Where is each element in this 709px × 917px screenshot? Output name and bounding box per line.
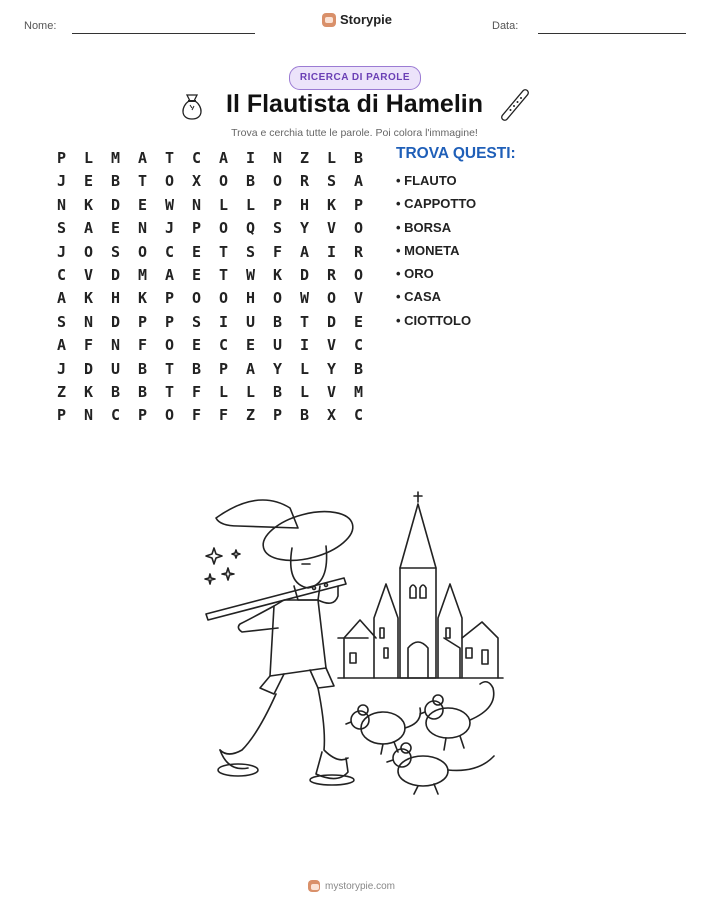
grid-cell: N: [272, 149, 283, 167]
grid-cell: P: [56, 149, 67, 167]
grid-cell: T: [137, 172, 148, 191]
grid-cell: W: [164, 195, 175, 214]
grid-cell: E: [110, 219, 121, 238]
grid-cell: Z: [245, 406, 256, 425]
grid-cell: O: [191, 289, 202, 308]
grid-cell: T: [164, 382, 175, 401]
grid-cell: I: [218, 312, 229, 331]
date-line: [538, 33, 686, 34]
grid-cell: L: [218, 195, 229, 214]
grid-cell: V: [83, 265, 94, 284]
grid-cell: C: [110, 406, 121, 425]
grid-cell: E: [137, 195, 148, 214]
grid-cell: V: [326, 336, 337, 355]
word-list-item: • CASA: [396, 289, 441, 305]
grid-cell: H: [245, 289, 256, 308]
word-list-item: • ORO: [396, 266, 434, 282]
grid-cell: E: [191, 265, 202, 284]
grid-cell: F: [83, 336, 94, 355]
grid-cell: J: [56, 359, 67, 378]
grid-cell: B: [137, 382, 148, 401]
grid-cell: P: [218, 359, 229, 378]
grid-cell: E: [353, 312, 364, 331]
grid-cell: K: [137, 289, 148, 308]
grid-cell: O: [272, 289, 283, 308]
grid-cell: E: [245, 336, 256, 355]
grid-cell: J: [56, 172, 67, 191]
grid-cell: O: [164, 336, 175, 355]
footer-url: mystorypie.com: [325, 880, 396, 892]
grid-cell: T: [299, 312, 310, 331]
grid-cell: S: [56, 219, 67, 238]
grid-cell: P: [164, 289, 175, 308]
grid-cell: T: [218, 242, 229, 261]
grid-cell: B: [137, 359, 148, 378]
grid-cell: U: [110, 359, 121, 378]
grid-cell: L: [245, 195, 256, 214]
word-list-item: • CAPPOTTO: [396, 196, 477, 212]
word-list-item: • MONETA: [396, 242, 460, 258]
grid-cell: P: [164, 312, 175, 331]
piper-drawing: [206, 500, 358, 785]
grid-cell: H: [110, 289, 121, 308]
grid-cell: C: [164, 242, 175, 261]
grid-cell: O: [218, 289, 229, 308]
grid-cell: I: [326, 242, 337, 261]
grid-cell: E: [83, 172, 94, 191]
grid-cell: B: [272, 382, 283, 401]
grid-cell: A: [137, 149, 148, 167]
grid-cell: A: [56, 289, 67, 308]
grid-cell: O: [137, 242, 148, 261]
grid-cell: S: [272, 219, 283, 238]
grid-cell: R: [353, 242, 364, 261]
grid-cell: J: [164, 219, 175, 238]
grid-cell: M: [353, 382, 364, 401]
grid-cell: K: [83, 195, 94, 214]
grid-cell: Y: [326, 359, 337, 378]
grid-cell: S: [245, 242, 256, 261]
grid-cell: V: [326, 219, 337, 238]
instructions: Trova e cerchia tutte le parole. Poi colora l'immagine!: [231, 127, 478, 139]
grid-cell: X: [326, 406, 337, 425]
grid-cell: C: [56, 265, 67, 284]
grid-cell: U: [272, 336, 283, 355]
grid-cell: O: [164, 406, 175, 425]
grid-cell: B: [353, 359, 364, 378]
grid-cell: O: [164, 172, 175, 191]
grid-cell: U: [245, 312, 256, 331]
grid-cell: B: [353, 149, 364, 167]
grid-cell: K: [326, 195, 337, 214]
grid-cell: A: [164, 265, 175, 284]
grid-cell: J: [56, 242, 67, 261]
grid-cell: P: [272, 195, 283, 214]
grid-cell: N: [83, 312, 94, 331]
grid-cell: C: [191, 149, 202, 167]
grid-cell: O: [353, 219, 364, 238]
grid-cell: B: [110, 172, 121, 191]
grid-cell: L: [299, 359, 310, 378]
date-label: Data:: [492, 20, 519, 32]
grid-cell: P: [272, 406, 283, 425]
grid-cell: N: [83, 406, 94, 425]
grid-cell: B: [299, 406, 310, 425]
grid-cell: I: [299, 336, 310, 355]
word-search-grid: [48, 147, 372, 428]
grid-cell: F: [272, 242, 283, 261]
grid-cell: V: [353, 289, 364, 308]
grid-cell: N: [56, 195, 67, 214]
storypie-logo-icon: [322, 13, 336, 27]
grid-cell: Y: [299, 219, 310, 238]
grid-cell: Q: [245, 219, 256, 238]
storypie-logo-icon: [308, 880, 320, 892]
word-list-item: • FLAUTO: [396, 173, 457, 188]
grid-cell: P: [137, 312, 148, 331]
grid-cell: O: [218, 172, 229, 191]
brand-name: Storypie: [340, 12, 393, 27]
grid-cell: Y: [272, 359, 283, 378]
grid-cell: D: [110, 265, 121, 284]
grid-cell: S: [191, 312, 202, 331]
grid-cell: E: [191, 242, 202, 261]
grid-cell: C: [218, 336, 229, 355]
grid-cell: R: [299, 172, 310, 191]
name-label: Nome:: [24, 20, 57, 32]
grid-cell: X: [191, 172, 202, 191]
grid-cell: O: [326, 289, 337, 308]
grid-cell: A: [245, 359, 256, 378]
name-line: [72, 33, 255, 34]
grid-cell: Z: [56, 382, 67, 401]
word-list-item: • CIOTTOLO: [396, 312, 472, 328]
grid-cell: O: [83, 242, 94, 261]
pied-piper-illustration: [198, 488, 508, 798]
word-list: [396, 169, 476, 332]
brand-logo: [322, 12, 392, 27]
grid-cell: A: [83, 219, 94, 238]
town-drawing: [338, 492, 503, 678]
grid-cell: N: [191, 195, 202, 214]
grid-cell: I: [245, 149, 256, 167]
grid-cell: V: [326, 382, 337, 401]
grid-cell: L: [218, 382, 229, 401]
grid-cell: H: [299, 195, 310, 214]
footer: [308, 880, 395, 892]
word-list-item: • BORSA: [396, 219, 452, 235]
grid-cell: P: [191, 219, 202, 238]
grid-cell: K: [83, 382, 94, 401]
grid-cell: P: [137, 406, 148, 425]
grid-cell: S: [56, 312, 67, 331]
grid-cell: L: [245, 382, 256, 401]
grid-cell: F: [218, 406, 229, 425]
grid-cell: F: [191, 382, 202, 401]
grid-cell: L: [299, 382, 310, 401]
grid-cell: T: [218, 265, 229, 284]
grid-cell: F: [191, 406, 202, 425]
grid-cell: A: [299, 242, 310, 261]
grid-cell: O: [218, 219, 229, 238]
flute-icon: [500, 88, 530, 122]
grid-cell: F: [137, 336, 148, 355]
grid-cell: L: [83, 149, 94, 167]
sparkle-icon: [205, 548, 240, 584]
grid-cell: A: [218, 149, 229, 167]
grid-cell: M: [110, 149, 121, 167]
grid-cell: B: [245, 172, 256, 191]
grid-cell: N: [110, 336, 121, 355]
grid-cell: D: [110, 312, 121, 331]
grid-cell: L: [326, 149, 337, 167]
rats-drawing: [346, 682, 494, 794]
activity-badge: RICERCA DI PAROLE: [289, 66, 421, 90]
grid-cell: D: [83, 359, 94, 378]
grid-cell: B: [110, 382, 121, 401]
grid-cell: K: [83, 289, 94, 308]
grid-cell: P: [353, 195, 364, 214]
word-list-title: TROVA QUESTI:: [396, 145, 516, 162]
grid-cell: W: [245, 265, 256, 284]
grid-cell: Z: [299, 149, 310, 167]
grid-cell: T: [164, 359, 175, 378]
grid-cell: D: [326, 312, 337, 331]
grid-cell: E: [191, 336, 202, 355]
grid-cell: P: [56, 406, 67, 425]
grid-cell: C: [353, 336, 364, 355]
grid-cell: A: [353, 172, 364, 191]
page-title: Il Flautista di Hamelin: [226, 90, 483, 118]
grid-cell: K: [272, 265, 283, 284]
grid-cell: B: [191, 359, 202, 378]
grid-cell: R: [326, 265, 337, 284]
grid-cell: S: [110, 242, 121, 261]
grid-cell: M: [137, 265, 148, 284]
grid-cell: O: [272, 172, 283, 191]
grid-cell: C: [353, 406, 364, 425]
grid-cell: S: [326, 172, 337, 191]
grid-cell: A: [56, 336, 67, 355]
grid-cell: B: [272, 312, 283, 331]
grid-cell: W: [299, 289, 310, 308]
grid-cell: D: [299, 265, 310, 284]
grid-cell: O: [353, 265, 364, 284]
grid-cell: N: [137, 219, 148, 238]
grid-cell: T: [164, 149, 175, 167]
grid-cell: D: [110, 195, 121, 214]
